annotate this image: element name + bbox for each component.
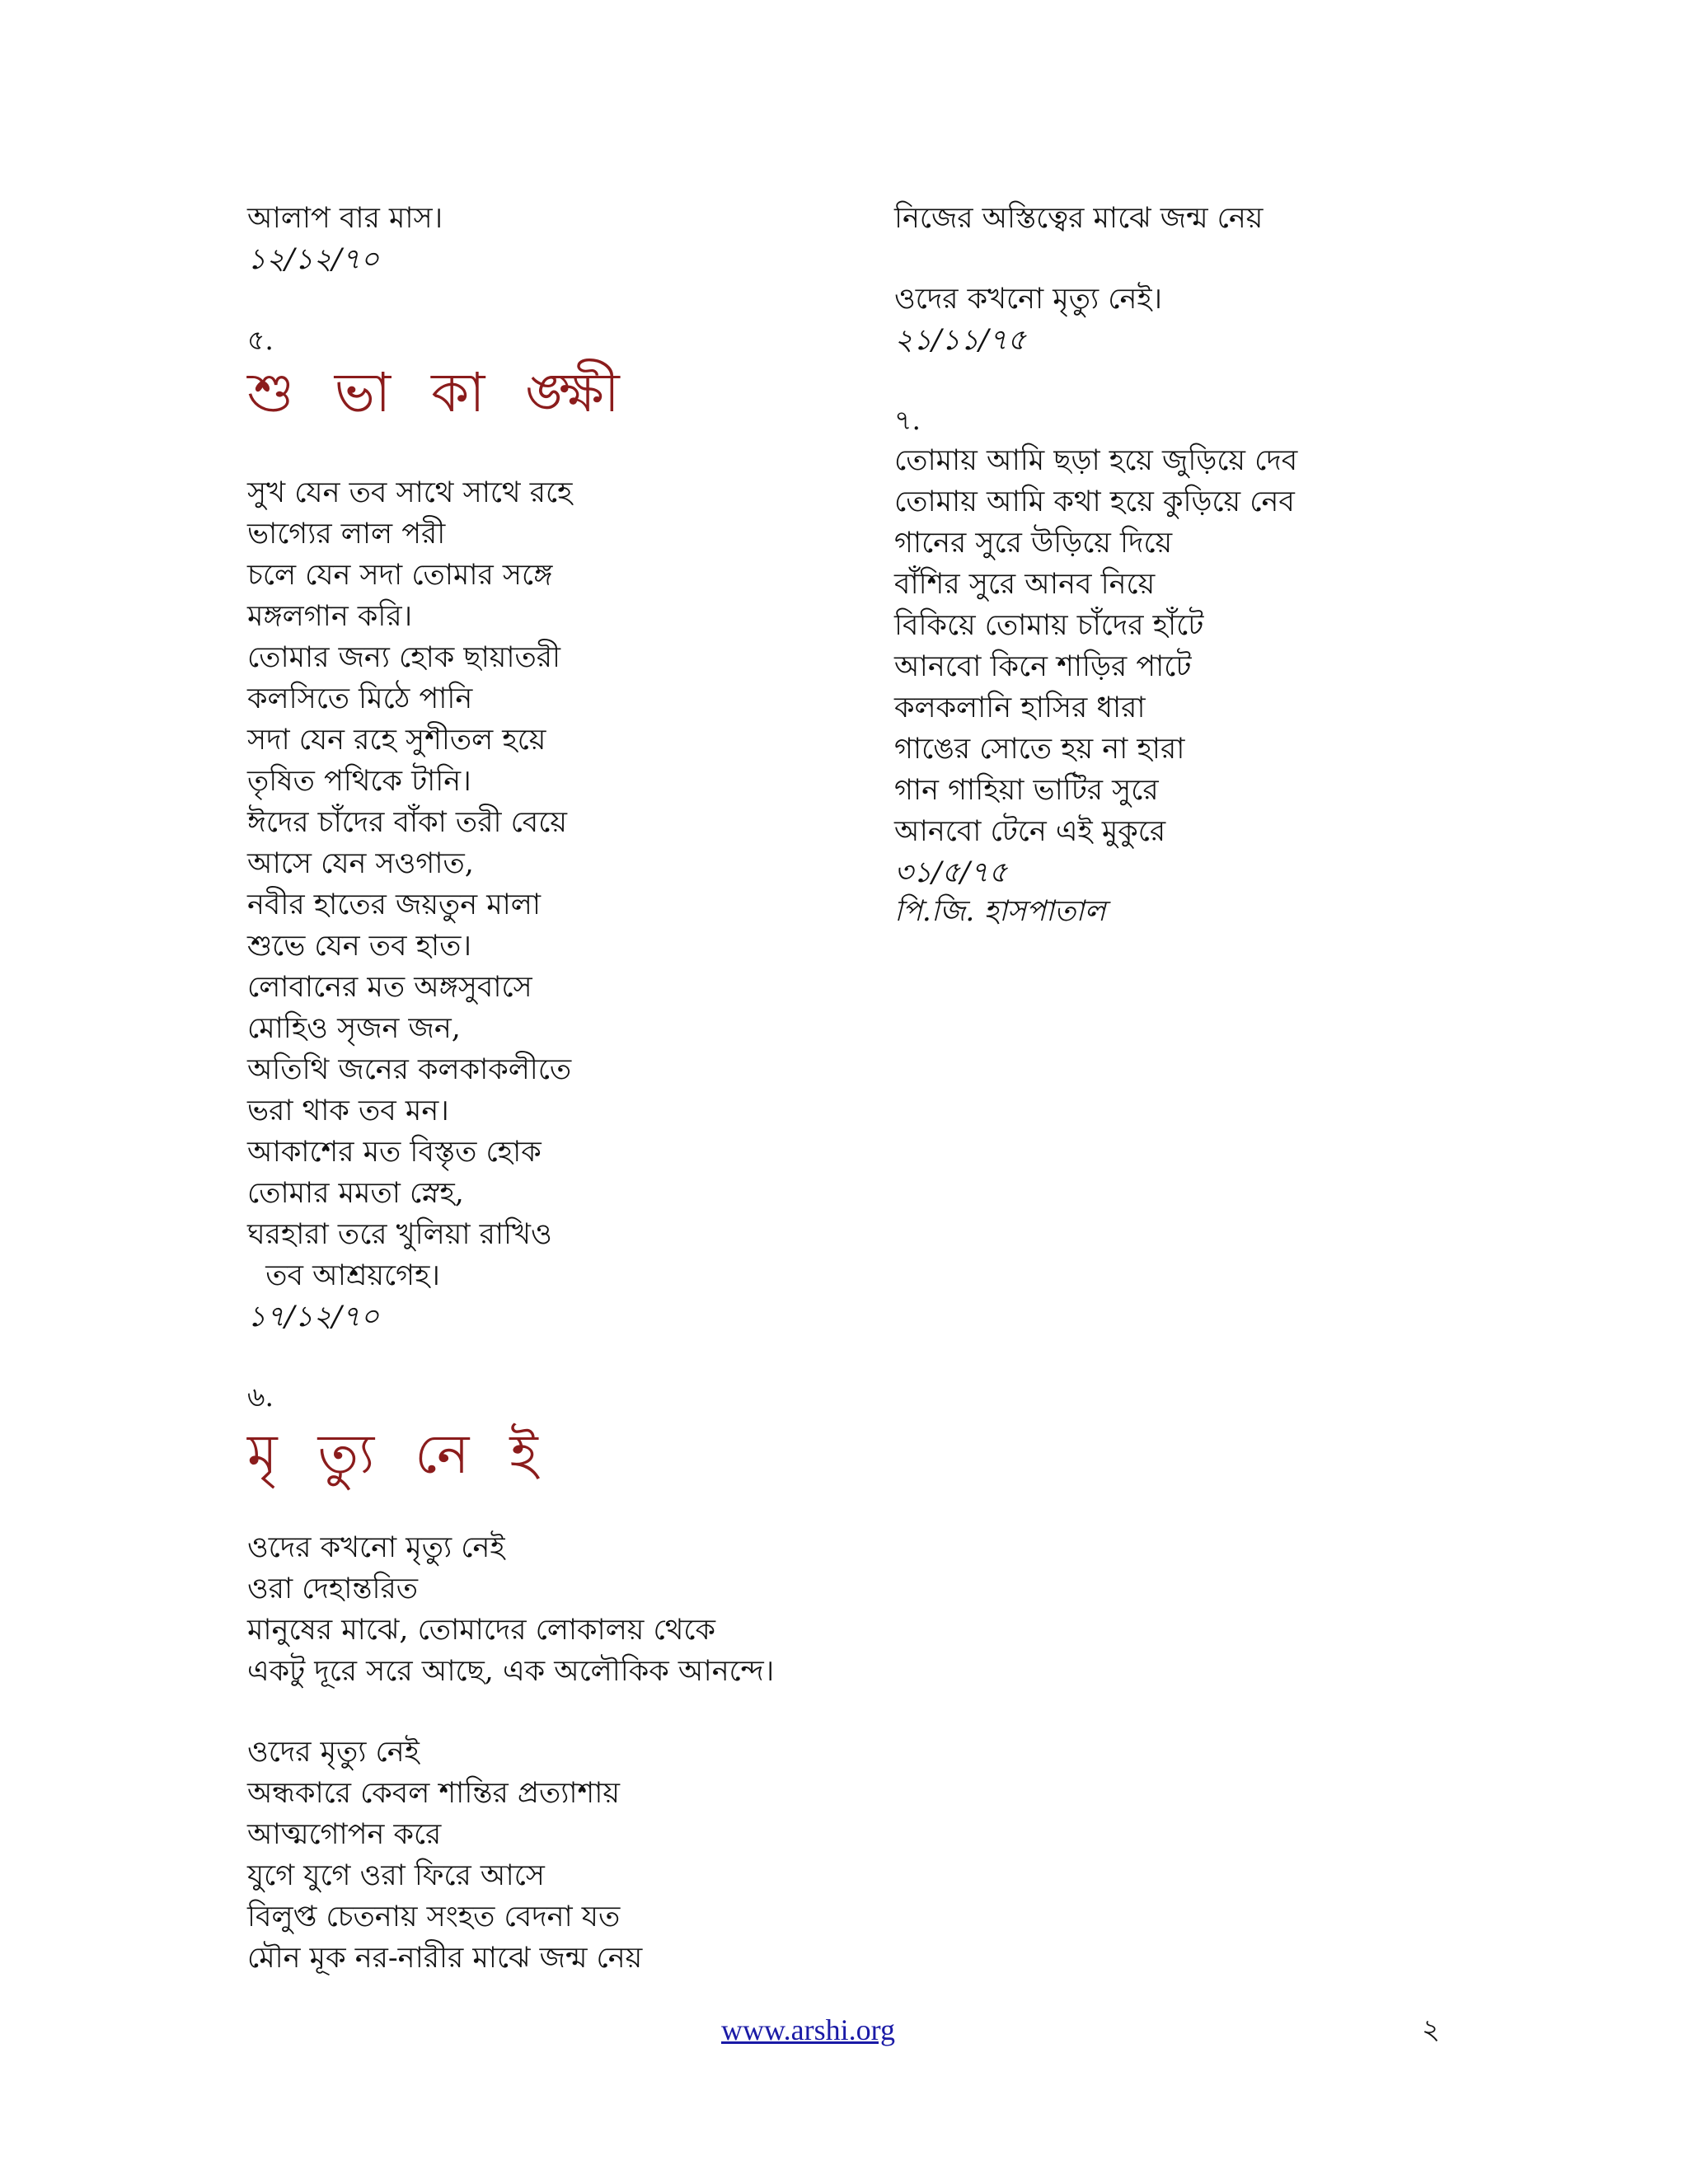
poem5-line: আসে যেন সওগাত, (247, 847, 474, 880)
poem6-line: অন্ধকারে কেবল শান্তির প্রত্যাশায় (247, 1777, 621, 1810)
poem7-line: গানের সুরে উড়িয়ে দিয়ে (894, 527, 1173, 560)
poem7-place: পি.জি. হাসপাতাল (894, 895, 1106, 928)
poem5-line: তব আশ্রয়গেহ। (247, 1259, 440, 1292)
poem5-line: ভাগ্যের লাল পরী (247, 518, 446, 551)
poem6-date: ২১/১১/৭৫ (894, 324, 1026, 357)
poem5-line: ভরা থাক তব মন। (247, 1094, 449, 1127)
poem7-line: আনবো টেনে এই মুকুরে (894, 815, 1166, 848)
page-number: ২ (1422, 2013, 1441, 2046)
poem5-line: তোমার জন্য হোক ছায়াতরী (247, 641, 561, 674)
poem5-line: সদা যেন রহে সুশীতল হয়ে (247, 724, 546, 757)
poem7-line: গান গাহিয়া ভাটির সুরে (894, 774, 1159, 807)
poem7-line: তোমায় আমি ছড়া হয়ে জুড়িয়ে দেব (894, 444, 1298, 477)
poem5-line: কলসিতে মিঠে পানি (247, 682, 473, 715)
poem6-line: বিলুপ্ত চেতনায় সংহত বেদনা যত (247, 1900, 621, 1933)
poem7-line: বিকিয়ে তোমায় চাঁদের হাঁটে (894, 609, 1204, 642)
poem6-line: ওরা দেহান্তরিত (247, 1572, 419, 1605)
poem5-line: ঘরহারা তরে খুলিয়া রাখিও (247, 1218, 552, 1251)
poem5-line: আকাশের মত বিস্তৃত হোক (247, 1136, 542, 1169)
poem6-line: ওদের মৃত্যু নেই (247, 1736, 420, 1769)
poem7-line: কলকলানি হাসির ধারা (894, 691, 1146, 724)
poem7-line: তোমায় আমি কথা হয়ে কুড়িয়ে নেব (894, 485, 1295, 518)
poem6-cont-line: নিজের অস্তিত্বের মাঝে জন্ম নেয় (894, 202, 1264, 235)
poem7-date: ৩১/৫/৭৫ (894, 856, 1008, 889)
poem5-line: মঙ্গলগান করি। (247, 600, 413, 633)
poem5-line: তোমার মমতা স্নেহ, (247, 1177, 464, 1210)
poem6-cont-line: ওদের কখনো মৃত্যু নেই। (894, 283, 1163, 316)
poem5-number: ৫. (247, 324, 274, 356)
poem5-line: অতিথি জনের কলকাকলীতে (247, 1053, 572, 1086)
poem5-line: ঈদের চাঁদের বাঁকা তরী বেয়ে (247, 806, 567, 839)
poem5-line: মোহিও সৃজন জন, (247, 1012, 461, 1045)
intro-line: আলাপ বার মাস। (247, 202, 443, 235)
poem6-line: যুগে যুগে ওরা ফিরে আসে (247, 1859, 545, 1892)
poem5-date: ১৭/১২/৭০ (247, 1301, 380, 1333)
footer-website-link[interactable]: www.arshi.org (721, 2013, 895, 2046)
poem6-line: একটু দূরে সরে আছে, এক অলৌকিক আনন্দে। (247, 1655, 775, 1688)
poem5-line: নবীর হাতের জয়তুন মালা (247, 888, 542, 921)
poem6-title: মৃ ত্যু নে ই (247, 1422, 550, 1486)
poem6-line: মৌন মূক নর-নারীর মাঝে জন্ম নেয় (247, 1942, 643, 1975)
poem5-title: শু ভা কা ঙ্ক্ষী (247, 361, 631, 424)
poem6-number: ৬. (247, 1380, 274, 1413)
poem6-line: মানুষের মাঝে, তোমাদের লোকালয় থেকে (247, 1614, 715, 1647)
poem5-line: সুখ যেন তব সাথে সাথে রহে (247, 476, 573, 509)
poem5-line: তৃষিত পথিকে টানি। (247, 765, 471, 798)
poem7-line: বাঁশির সুরে আনব নিয়ে (894, 568, 1156, 601)
poem5-line: চলে যেন সদা তোমার সঙ্গে (247, 559, 553, 592)
poem6-line: আত্মগোপন করে (247, 1818, 442, 1851)
poem7-line: আনবো কিনে শাড়ির পাটে (894, 650, 1192, 683)
poem7-line: গাঙের সোতে হয় না হারা (894, 733, 1185, 766)
poem7-number: ৭. (894, 404, 921, 436)
poem5-line: শুভে যেন তব হাত। (247, 930, 471, 963)
intro-date: ১২/১২/৭০ (247, 243, 380, 276)
poem5-line: লোবানের মত অঙ্গসুবাসে (247, 971, 532, 1004)
poem6-line: ওদের কখনো মৃত্যু নেই (247, 1531, 505, 1564)
